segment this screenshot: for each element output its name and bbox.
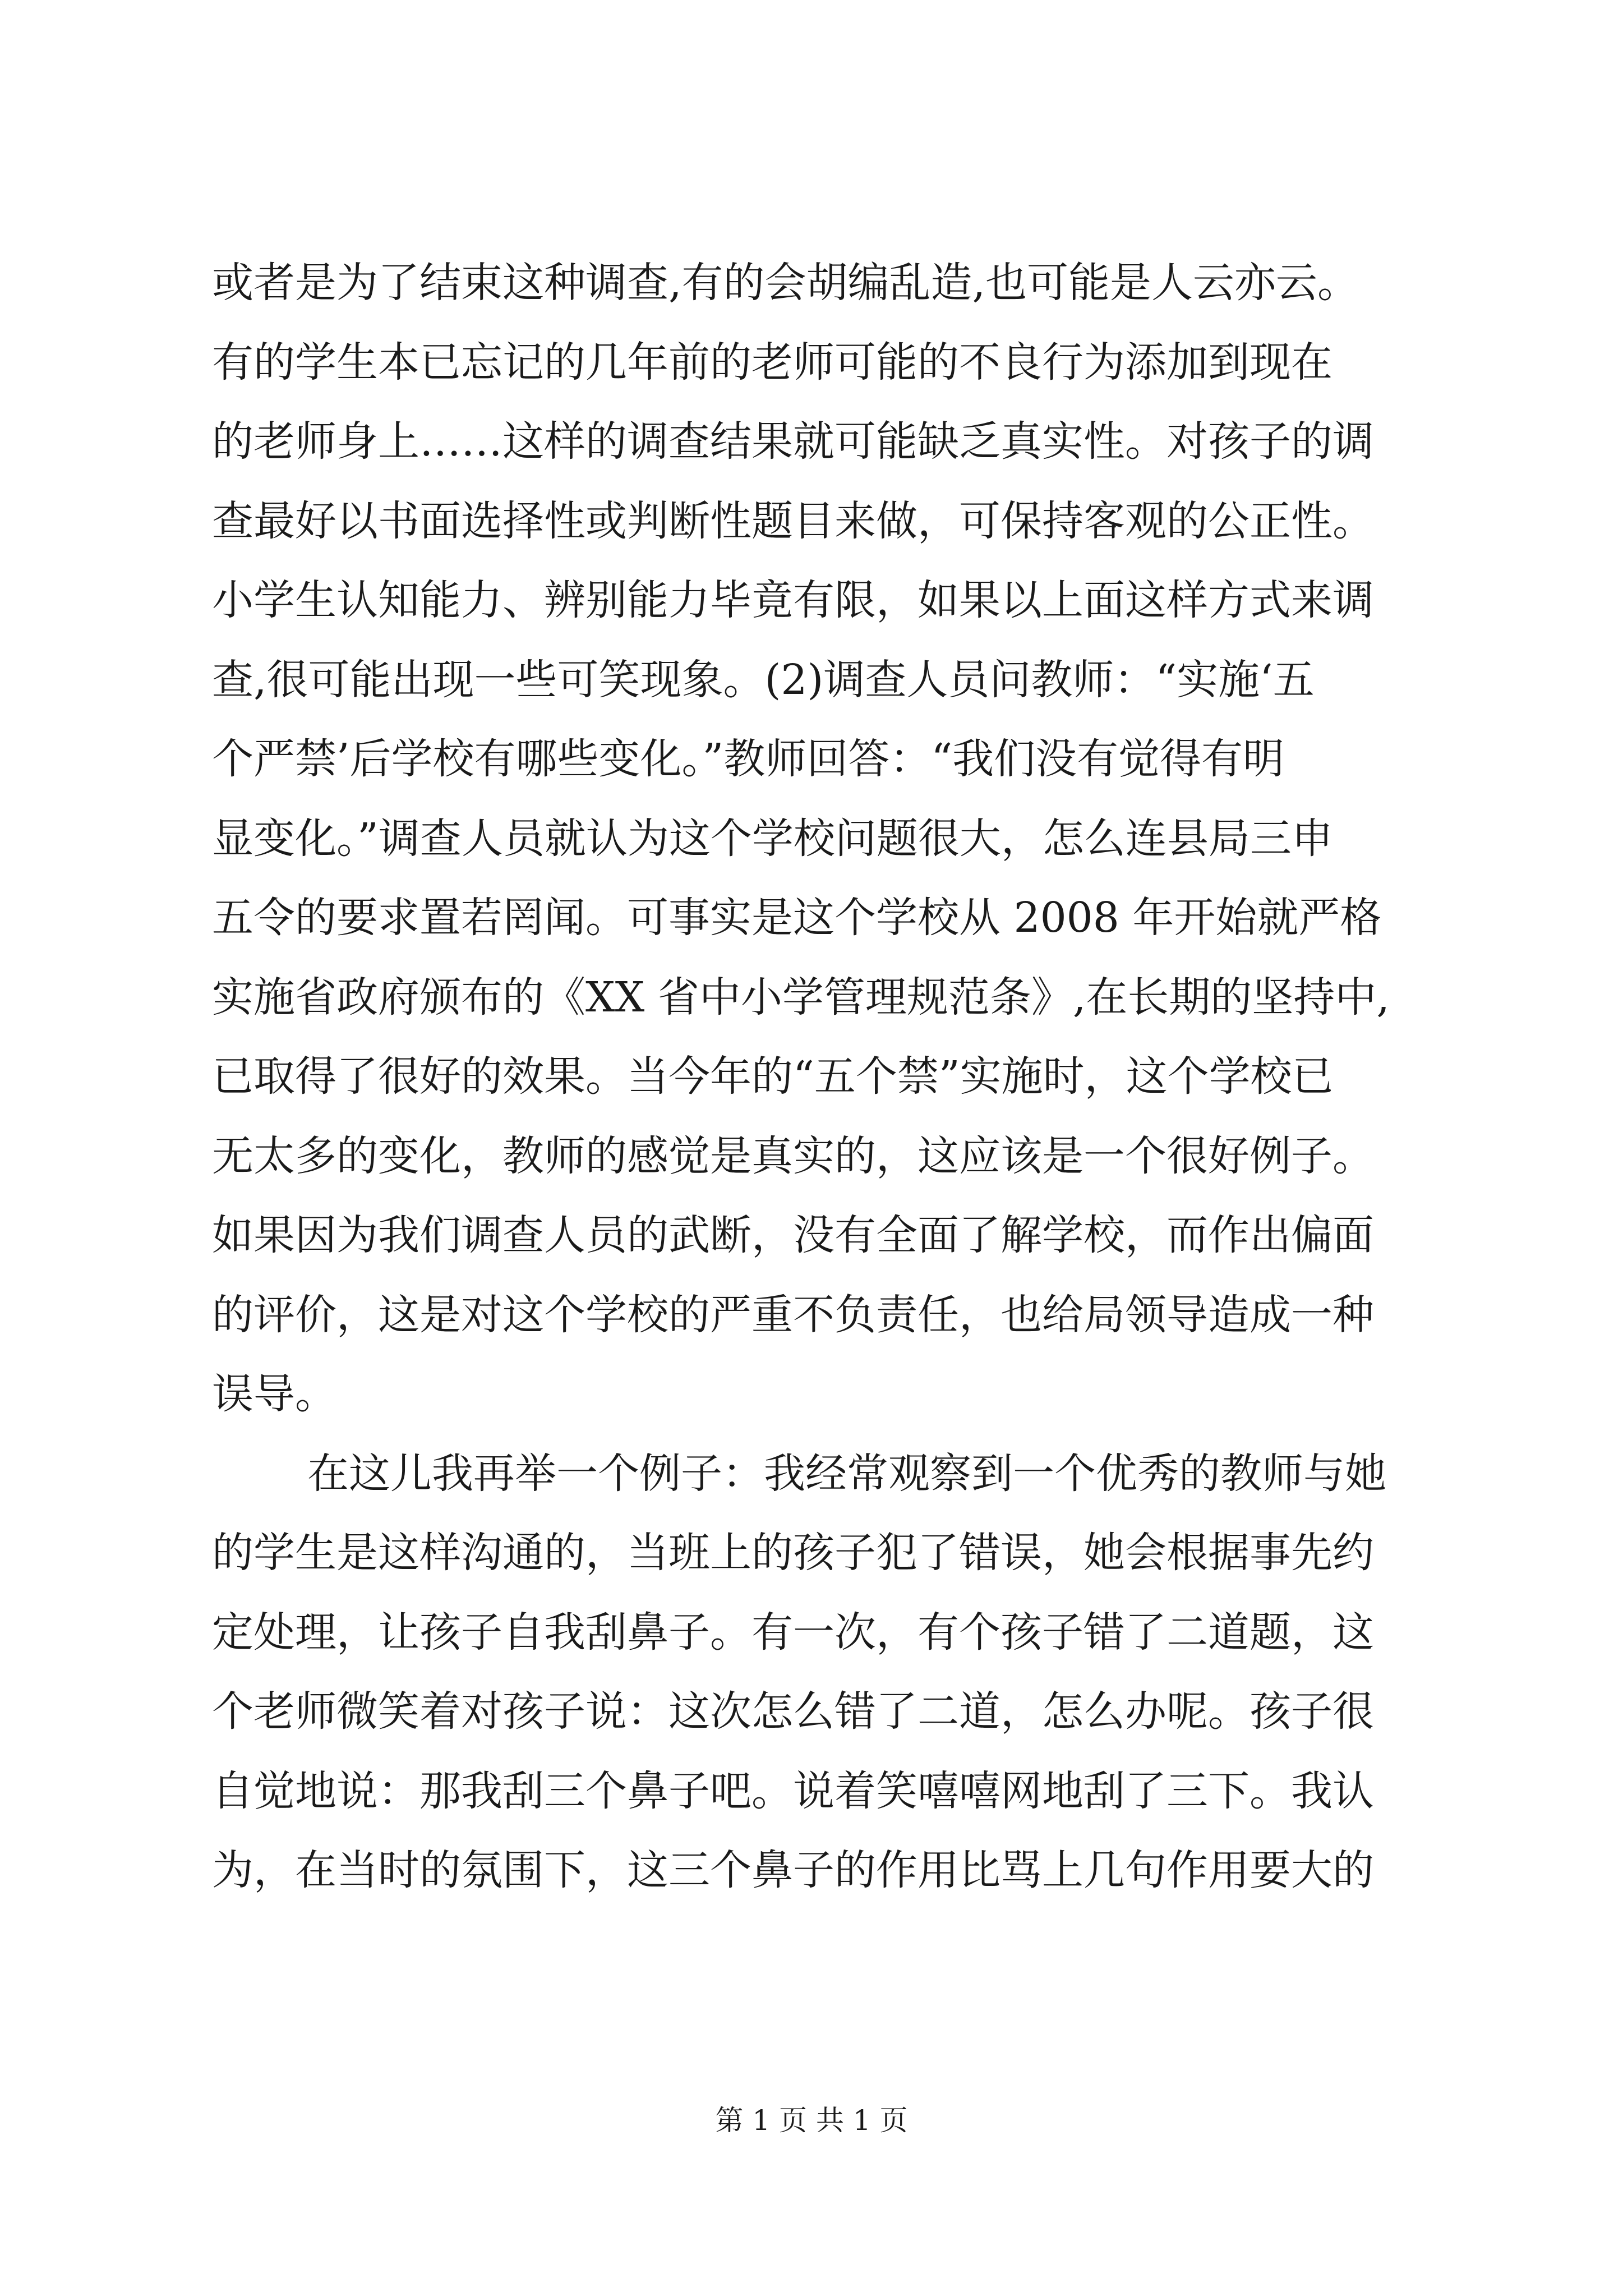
page-footer: 第 1 页 共 1 页 <box>715 2104 908 2137</box>
text-line: 已取得了很好的效果。当今年的“五个禁”实施时，这个学校已 <box>212 1052 1334 1101</box>
text-line: 定处理，让孩子自我刮鼻子。有一次，有个孩子错了二道题，这 <box>212 1608 1374 1657</box>
paragraph-first-line: 在这儿我再举一个例子：我经常观察到一个优秀的教师与她 <box>307 1449 1386 1498</box>
body-text <box>212 243 1418 1911</box>
text-line: 有的学生本已忘记的几年前的老师可能的不良行为添加到现在 <box>212 338 1332 386</box>
text-line: 的评价，这是对这个学校的严重不负责任，也给局领导造成一种 <box>212 1290 1374 1339</box>
text-line: 查最好以书面选择性或判断性题目来做，可保持客观的公正性。 <box>212 496 1374 545</box>
text-line: 小学生认知能力、辨别能力毕竟有限，如果以上面这样方式来调 <box>212 576 1374 624</box>
text-line: 为，在当时的氛围下，这三个鼻子的作用比骂上几句作用要大的 <box>212 1846 1374 1894</box>
text-line: 的老师身上……这样的调查结果就可能缺乏真实性。对孩子的调 <box>212 417 1374 466</box>
text-line: 查,很可能出现一些可笑现象。(2)调查人员问教师：“实施‘五 <box>212 655 1315 704</box>
text-line: 误导。 <box>212 1370 336 1418</box>
text-line: 个严禁’后学校有哪些变化。”教师回答：“我们没有觉得有明 <box>212 735 1285 783</box>
text-line: 自觉地说：那我刮三个鼻子吧。说着笑嘻嘻网地刮了三下。我认 <box>212 1766 1374 1815</box>
text-line: 如果因为我们调查人员的武断，没有全面了解学校，而作出偏面 <box>212 1211 1374 1259</box>
text-line: 五令的要求置若罔闻。可事实是这个学校从 2008 年开始就严格 <box>212 894 1382 942</box>
text-line: 个老师微笑着对孩子说：这次怎么错了二道，怎么办呢。孩子很 <box>212 1687 1374 1736</box>
text-line: 显变化。”调查人员就认为这个学校问题很大，怎么连县局三申 <box>212 814 1333 863</box>
text-line: 的学生是这样沟通的，当班上的孩子犯了错误，她会根据事先约 <box>212 1529 1374 1577</box>
text-line: 实施省政府颁布的《XX 省中小学管理规范条》,在长期的坚持中, <box>212 973 1390 1022</box>
text-line: 或者是为了结束这种调查,有的会胡编乱造,也可能是人云亦云。 <box>212 259 1359 307</box>
text-line: 无太多的变化，教师的感觉是真实的，这应该是一个很好例子。 <box>212 1131 1374 1180</box>
